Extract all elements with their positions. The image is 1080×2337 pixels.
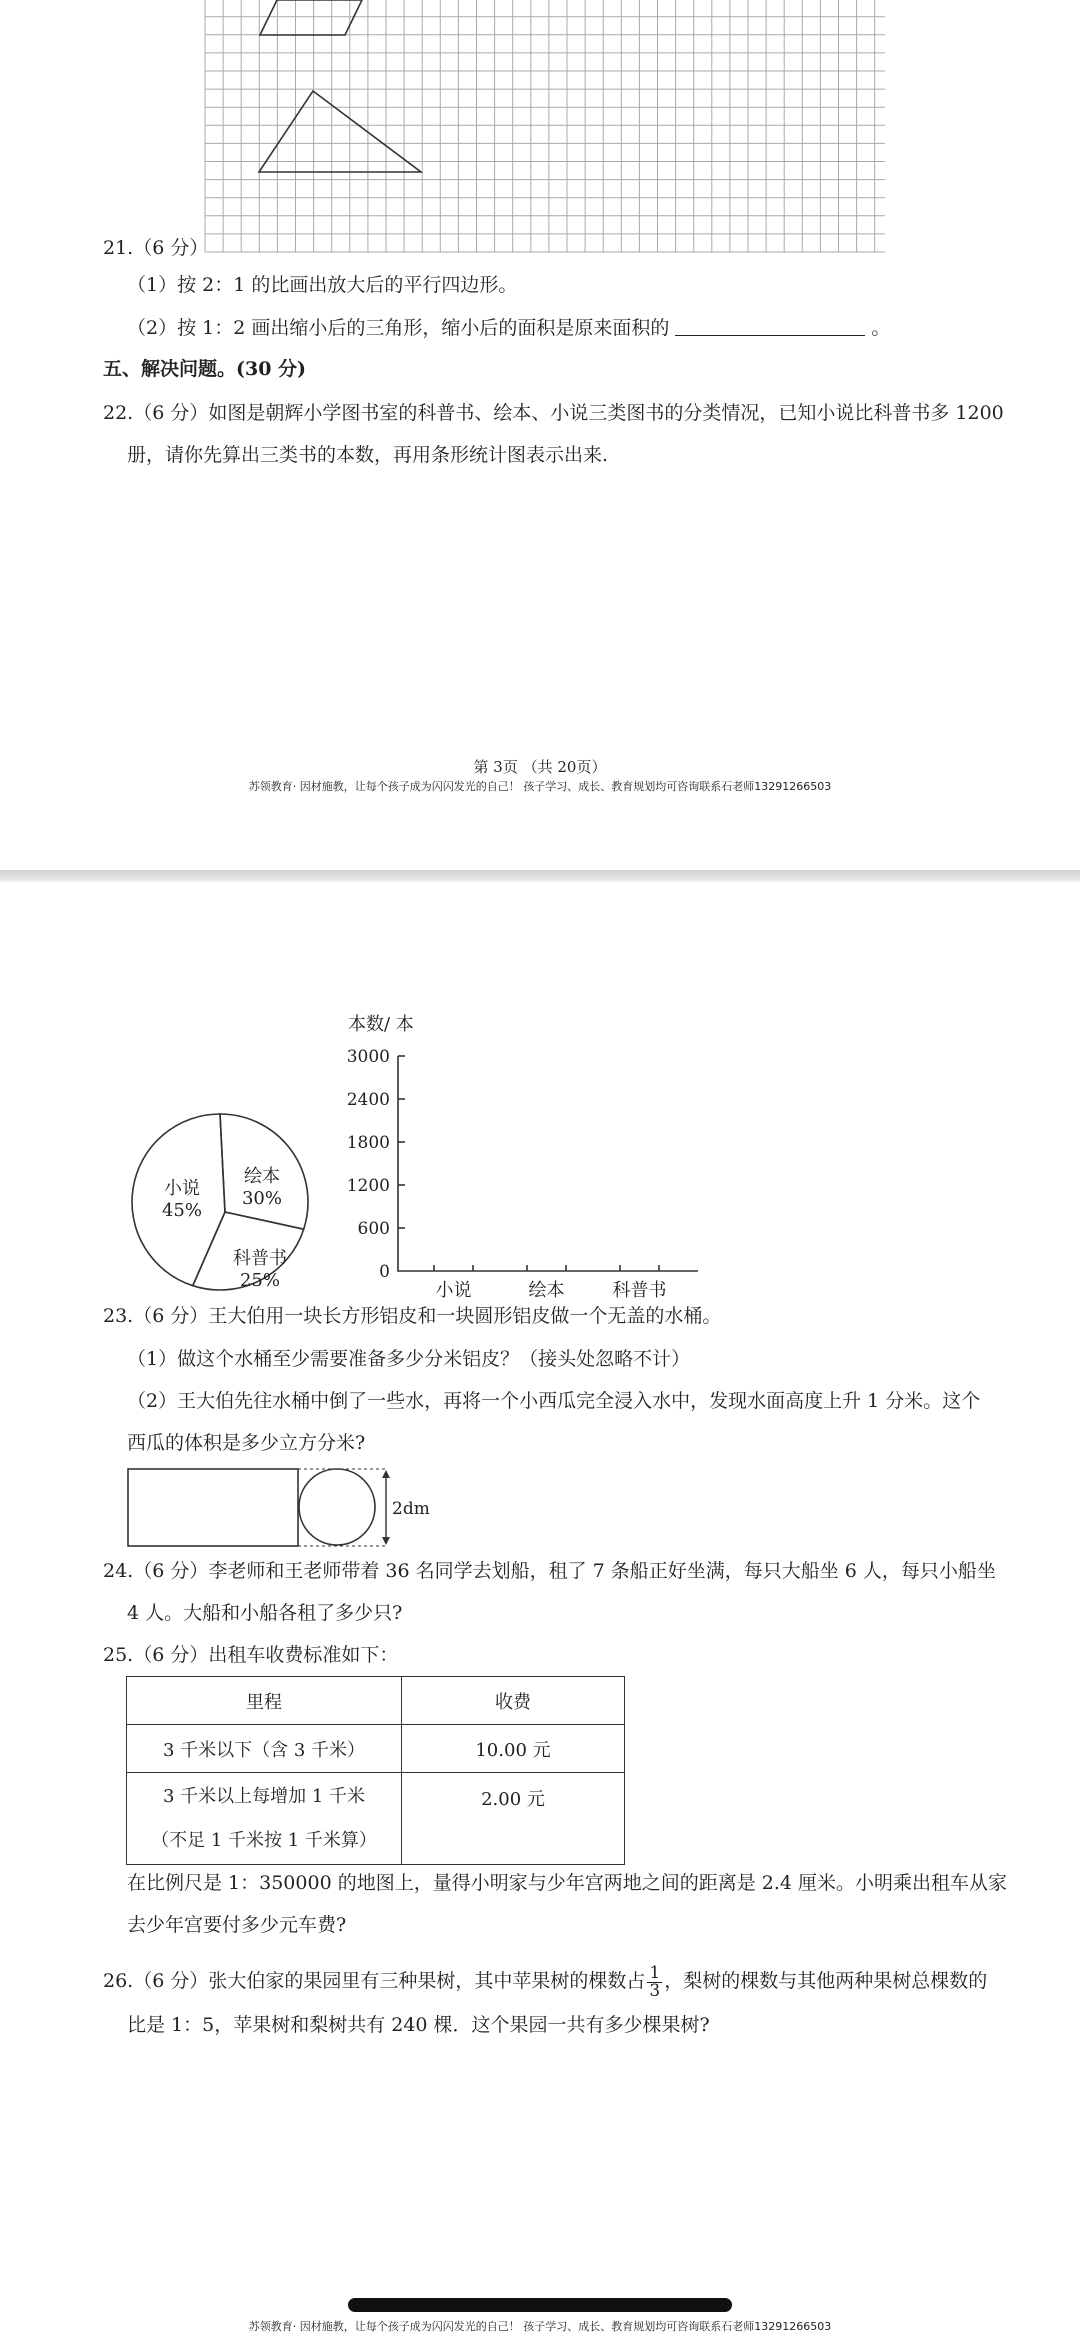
page-footer: 苏领教育· 因材施教，让每个孩子成为闪闪发光的自己！ 孩子学习、成长、教育规划均可咨询联系石老师13291266503 xyxy=(248,780,832,793)
bar-y-tick-1800: 1800 xyxy=(346,1133,390,1153)
bar-chart xyxy=(340,1012,720,1302)
circle-sheet xyxy=(299,1469,375,1545)
bar-y-tick-1200: 1200 xyxy=(346,1176,390,1196)
q22-line2: 册，请你先算出三类书的本数，再用条形统计图表示出来. xyxy=(127,444,609,466)
bucket-diagram xyxy=(120,1464,460,1552)
pie-value-0: 45% xyxy=(161,1200,203,1221)
worksheet-page-4 xyxy=(0,882,1080,2337)
page-footer-2: 苏领教育· 因材施教，让每个孩子成为闪闪发光的自己！ 孩子学习、成长、教育规划均可咨询联系石老师13291266503 xyxy=(248,2320,832,2333)
bar-y-tick-2400: 2400 xyxy=(346,1090,390,1110)
worksheet-page-3 xyxy=(0,0,1080,870)
q26-text-b: ，梨树的棵数与其他两种果树总棵数的 xyxy=(664,1970,988,1992)
fraction-numerator: 1 xyxy=(649,1962,661,1983)
rectangle-sheet xyxy=(128,1469,298,1546)
bar-y-tick-600: 600 xyxy=(357,1219,390,1239)
parallelogram-shape xyxy=(260,0,362,35)
bar-y-tick-0: 0 xyxy=(379,1262,390,1282)
bar-x-tick-1: 绘本 xyxy=(528,1280,565,1301)
table-cell-fee-1: 10.00 元 xyxy=(402,1725,625,1773)
table-cell-fee-2: 2.00 元 xyxy=(402,1773,625,1865)
q23-part2-line2: 西瓜的体积是多少立方分米? xyxy=(127,1432,366,1454)
pie-label-2: 科普书 xyxy=(233,1248,287,1269)
bar-x-tick-2: 科普书 xyxy=(612,1280,667,1301)
q21-number: 21.（6 分） xyxy=(103,237,209,259)
pie-value-2: 25% xyxy=(239,1270,281,1291)
table-header-distance: 里程 xyxy=(127,1677,402,1725)
q21-part2-end: 。 xyxy=(871,317,891,339)
q21-part2 xyxy=(127,315,890,341)
grid-figure xyxy=(0,0,1080,260)
fraction-denominator: 3 xyxy=(649,1980,661,2001)
diameter-label: 2dm xyxy=(392,1499,430,1519)
q23-part1: （1）做这个水桶至少需要准备多少分米铝皮？（接头处忽略不计） xyxy=(127,1348,691,1370)
page-separator xyxy=(0,870,1080,882)
section-5-heading: 五、解决问题。(30 分) xyxy=(103,358,307,380)
table-cell-distance-2 xyxy=(127,1773,402,1865)
home-indicator[interactable] xyxy=(348,2298,732,2312)
table-header-fee: 收费 xyxy=(402,1677,625,1725)
q22-line1: 22.（6 分）如图是朝辉小学图书室的科普书、绘本、小说三类图书的分类情况，已知小说比科普书多 1200 xyxy=(103,402,1004,424)
q26-line1 xyxy=(103,1959,987,2003)
pie-value-1: 30% xyxy=(241,1188,283,1209)
q24-line1: 24.（6 分）李老师和王老师带着 36 名同学去划船，租了 7 条船正好坐满，每只大船坐 6 人，每只小船坐 xyxy=(103,1560,996,1582)
q26-line2: 比是 1：5，苹果树和梨树共有 240 棵．这个果园一共有多少棵果树? xyxy=(127,2014,710,2036)
table-cell-distance-2a: 3 千米以上每增加 1 千米 xyxy=(162,1785,366,1807)
bar-x-tick-0: 小说 xyxy=(435,1280,472,1301)
q21-part1: （1）按 2：1 的比画出放大后的平行四边形。 xyxy=(127,274,518,296)
fraction-one-third xyxy=(647,1962,662,2001)
q24-line2: 4 人。大船和小船各租了多少只? xyxy=(127,1602,403,1624)
answer-blank[interactable] xyxy=(675,317,865,336)
q21-part2-text: （2）按 1：2 画出缩小后的三角形，缩小后的面积是原来面积的 xyxy=(127,317,670,339)
bar-chart-y-label: 本数/ 本 xyxy=(348,1014,414,1035)
page-number: 第 3页 （共 20页） xyxy=(473,758,607,776)
triangle-shape xyxy=(259,91,421,172)
q26-text-a: 26.（6 分）张大伯家的果园里有三种果树，其中苹果树的棵数占 xyxy=(103,1970,646,1992)
table-cell-distance-2b: （不足 1 千米按 1 千米算） xyxy=(151,1829,377,1851)
pie-label-0: 小说 xyxy=(164,1178,200,1199)
q23-part2-line1: （2）王大伯先往水桶中倒了一些水，再将一个小西瓜完全浸入水中，发现水面高度上升 1 分米。这个 xyxy=(127,1390,981,1412)
q25-line1: 25.（6 分）出租车收费标准如下： xyxy=(103,1644,399,1666)
pie-label-1: 绘本 xyxy=(244,1166,280,1187)
bar-chart-axes xyxy=(398,1056,698,1271)
q25-after-line1: 在比例尺是 1：350000 的地图上，量得小明家与少年宫两地之间的距离是 2.4 厘米。小明乘出租车从家 xyxy=(127,1872,1007,1894)
pie-chart xyxy=(120,1102,320,1302)
q25-after-line2: 去少年宫要付多少元车费? xyxy=(127,1914,347,1936)
bar-y-tick-3000: 3000 xyxy=(346,1047,390,1067)
table-cell-distance-1: 3 千米以下（含 3 千米） xyxy=(127,1725,402,1773)
taxi-fare-table xyxy=(126,1676,625,1865)
q23-line1: 23.（6 分）王大伯用一块长方形铝皮和一块圆形铝皮做一个无盖的水桶。 xyxy=(103,1305,722,1327)
